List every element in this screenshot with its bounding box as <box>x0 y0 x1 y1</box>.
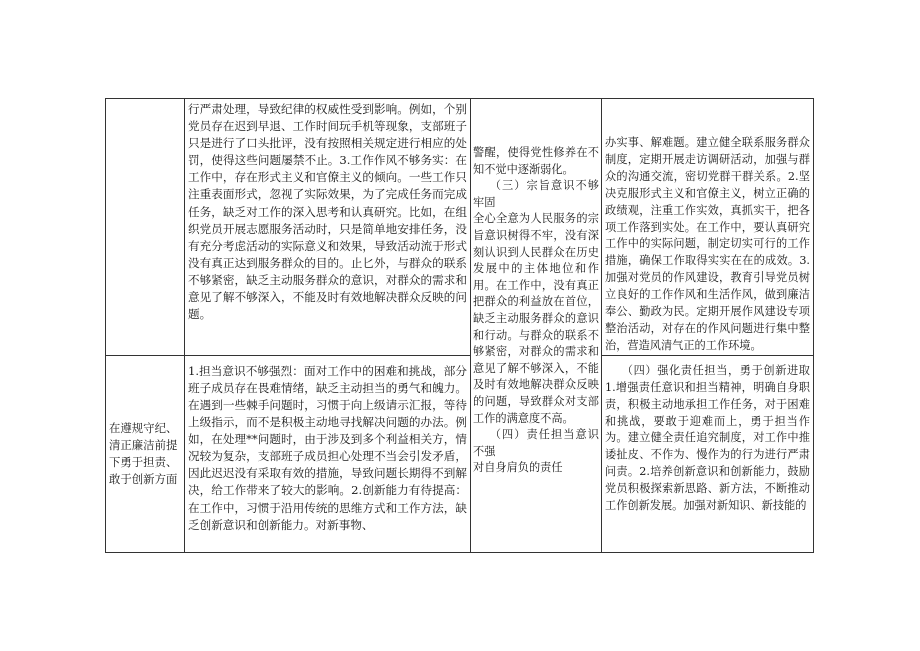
cause-cell <box>471 99 602 553</box>
problem-cell-work-style <box>185 99 471 356</box>
cause-paragraph-purpose: 全心全意为人民服务的宗旨意识树得不牢，没有深刻认识到人民群众在历史发展中的主体地位和作用。在工作中，没有真正把群众的利益放在首位，缺乏主动服务群众的意识和行动。与群众的联系不够紧密，对群众的需求和意见了解不够深入，不能及时有效地解决群众反映的问题，导致群众对支部工作的满意度不高。 <box>473 212 599 425</box>
measure-cell-responsibility <box>602 355 814 552</box>
table-row <box>106 99 814 356</box>
document-table <box>105 98 814 553</box>
cause-heading-responsibility: （四）责任担当意识不强 <box>473 428 599 458</box>
table-row <box>106 355 814 552</box>
cause-paragraph-responsibility: 对自身肩负的责任 <box>473 461 563 475</box>
measure-text-work-style: 办实事、解难题。建立健全联系服务群众制度，定期开展走访调研活动，加强与群众的沟通交流，密切党群干群关系。2.坚决克服形式主义和官僚主义，树立正确的政绩观，注重工作实效，真抓实干，把各项工作落到实处。在工作中，要认真研究工作中的实际问题，制定切实可行的工作措施，确保工作取得实实在在的成效。3.加强对党员的作风建设，教育引导党员树立良好的工作作风和生活作风，做到廉洁奉公、勤政为民。定期开展作风建设专项整治活动，对存在的作风问题进行集中整治，营造风清气正的工作环境。 <box>605 136 810 352</box>
cause-paragraph-party-spirit: 警醒，使得党性修养在不知不觉中逐渐弱化。 <box>473 146 599 176</box>
row-label: 在遵规守纪、清正廉洁前提下勇于担责、敢于创新方面 <box>109 420 178 486</box>
measure-cell-work-style <box>602 99 814 356</box>
problem-text-work-style: 行严肃处理，导致纪律的权威性受到影响。例如，个别党员存在迟到早退、工作时间玩手机等现象，支部班子只是进行了口头批评，没有按照相关规定进行相应的处罚，使得这些问题屡禁不止。3.工作作风不够务实：在工作中，存在形式主义和官僚主义的倾向。一些工作只注重表面形式，忽视了实际效果，为了完成任务而完成任务，缺乏对工作的深入思考和认真研究。比如，在组织党员开展志愿服务活动时，只是简单地安排任务，没有充分考虑活动的实际意义和效果，导致活动流于形式没有真正达到服务群众的目的。止匕外，与群众的联系不够紧密，缺乏主动服务群众的意识，对群众的需求和意见了解不够深入，不能及时有效地解决群众反映的问题。 <box>188 102 467 322</box>
row-label-cell-empty <box>106 99 185 356</box>
measure-text-responsibility: （四）强化责任担当，勇于创新进取1.增强责任意识和担当精神，明确自身职责，积极主动地承担工作任务，对于困难和挑战，要敢于迎难而上，勇于担当作为。建立健全责任追究制度，对工作中推诿扯皮、不作为、慢作为的行为进行严肃问责。2.培养创新意识和创新能力，鼓励党员积极探索新思路、新方法，不断推动工作创新发展。加强对新知识、新技能的 <box>605 363 810 513</box>
cause-heading-purpose: （三）宗旨意识不够牢固 <box>473 179 599 209</box>
cause-text-block <box>471 99 601 477</box>
problem-text-responsibility: 1.担当意识不够强烈：面对工作中的困难和挑战，部分班子成员存在畏难情绪，缺乏主动担当的勇气和魄力。在遇到一些棘手问题时，习惯于向上级请示汇报，等待上级指示，而不是积极主动地寻找解决问题的办法。例如，在处理**问题时，由于涉及到多个利益相关方，情况较为复杂，支部班子成员担心处理不当会引发矛盾，因此迟迟没有采取有效的措施，导致问题长期得不到解决，给工作带来了较大的影响。2.创新能力有待提高：在工作中，习惯于沿用传统的思维方式和工作方法，缺乏创新意识和创新能力。对新事物、 <box>188 363 467 532</box>
row-label-cell <box>106 355 185 552</box>
problem-cell-responsibility <box>185 355 471 552</box>
